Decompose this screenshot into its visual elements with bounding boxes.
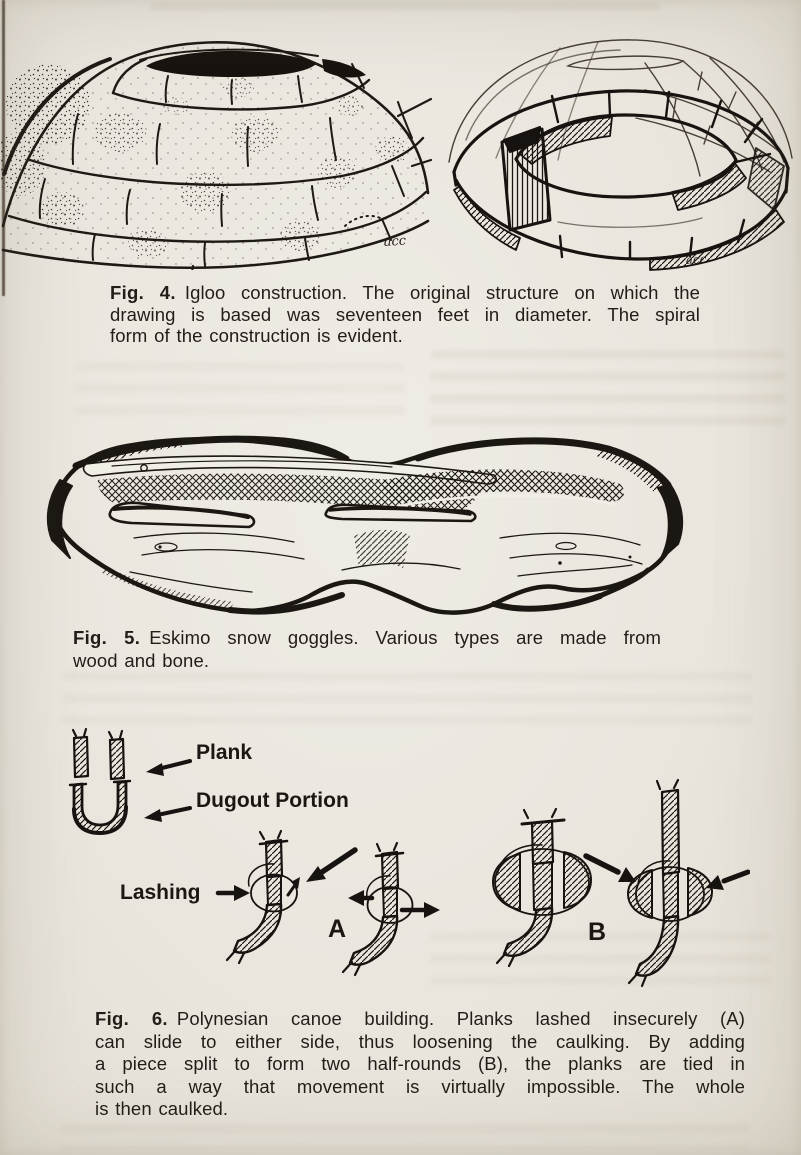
dugout-arrow bbox=[144, 808, 190, 822]
figure4-label: Fig. 4. bbox=[110, 282, 176, 303]
canoe-cross-section bbox=[70, 729, 130, 833]
caption-text: Igloo construction. The original structure on which the bbox=[184, 282, 700, 303]
igloo-dome-sketch-lines bbox=[449, 40, 792, 227]
illustrator-signature: acc bbox=[685, 251, 707, 267]
lashing-a1-arrows bbox=[288, 850, 355, 895]
caption-line bbox=[110, 282, 700, 304]
caption-text: Eskimo snow goggles. Various types are made from bbox=[149, 627, 661, 648]
goggles-wood-grain bbox=[100, 530, 648, 612]
caption-line: such a way that movement is virtually impossible. The whole bbox=[95, 1075, 745, 1097]
caption-line: drawing is based was seventeen feet in diameter. The spiral bbox=[110, 303, 700, 325]
caption-line: can slide to either side, thus loosening the caulking. By adding bbox=[95, 1030, 745, 1052]
igloo-first-ring-blocks bbox=[454, 91, 788, 270]
lashing-arrow bbox=[218, 885, 250, 901]
page-bleedthrough bbox=[75, 362, 405, 420]
lashing-b-right-arrow bbox=[706, 872, 748, 890]
caption-line: form of the construction is evident. bbox=[110, 325, 403, 346]
variant-b-label: B bbox=[588, 918, 607, 946]
caption-line bbox=[95, 1008, 745, 1031]
lashing-b-arrow bbox=[586, 856, 636, 882]
page-bleedthrough bbox=[62, 672, 752, 724]
figure5-caption bbox=[73, 626, 661, 672]
caption-line: a piece split to form two half-rounds (B), the planks are tied in bbox=[95, 1053, 745, 1074]
caption-text: Polynesian canoe building. Planks lashed insecurely (A) bbox=[176, 1008, 745, 1029]
illustrator-signature: acc bbox=[383, 233, 407, 250]
figure5-label: Fig. 5. bbox=[73, 627, 141, 648]
caption-line: is then caulked. bbox=[95, 1098, 229, 1119]
caption-line: wood and bone. bbox=[73, 650, 210, 671]
figure4-caption bbox=[110, 282, 700, 347]
plank-arrow bbox=[146, 761, 190, 776]
plank-label: Plank bbox=[196, 741, 253, 764]
variant-a-label: A bbox=[328, 915, 347, 943]
figure4-igloo-spiral-illustration bbox=[440, 30, 800, 278]
figure6-caption bbox=[95, 1008, 745, 1121]
figure5-snow-goggles-illustration bbox=[42, 418, 692, 618]
page-bleedthrough bbox=[60, 1124, 750, 1150]
dugout-portion-label: Dugout Portion bbox=[196, 789, 349, 812]
caption-line bbox=[73, 626, 661, 649]
lashing-b-right bbox=[628, 780, 712, 986]
figure6-canoe-lashing-diagram bbox=[50, 722, 750, 1002]
lashing-label: Lashing bbox=[120, 881, 201, 904]
figure6-label: Fig. 6. bbox=[95, 1008, 168, 1029]
figure4-igloo-exterior-illustration bbox=[0, 14, 432, 270]
igloo-stipple-texture bbox=[0, 42, 428, 267]
lashing-b-upper bbox=[493, 809, 591, 966]
